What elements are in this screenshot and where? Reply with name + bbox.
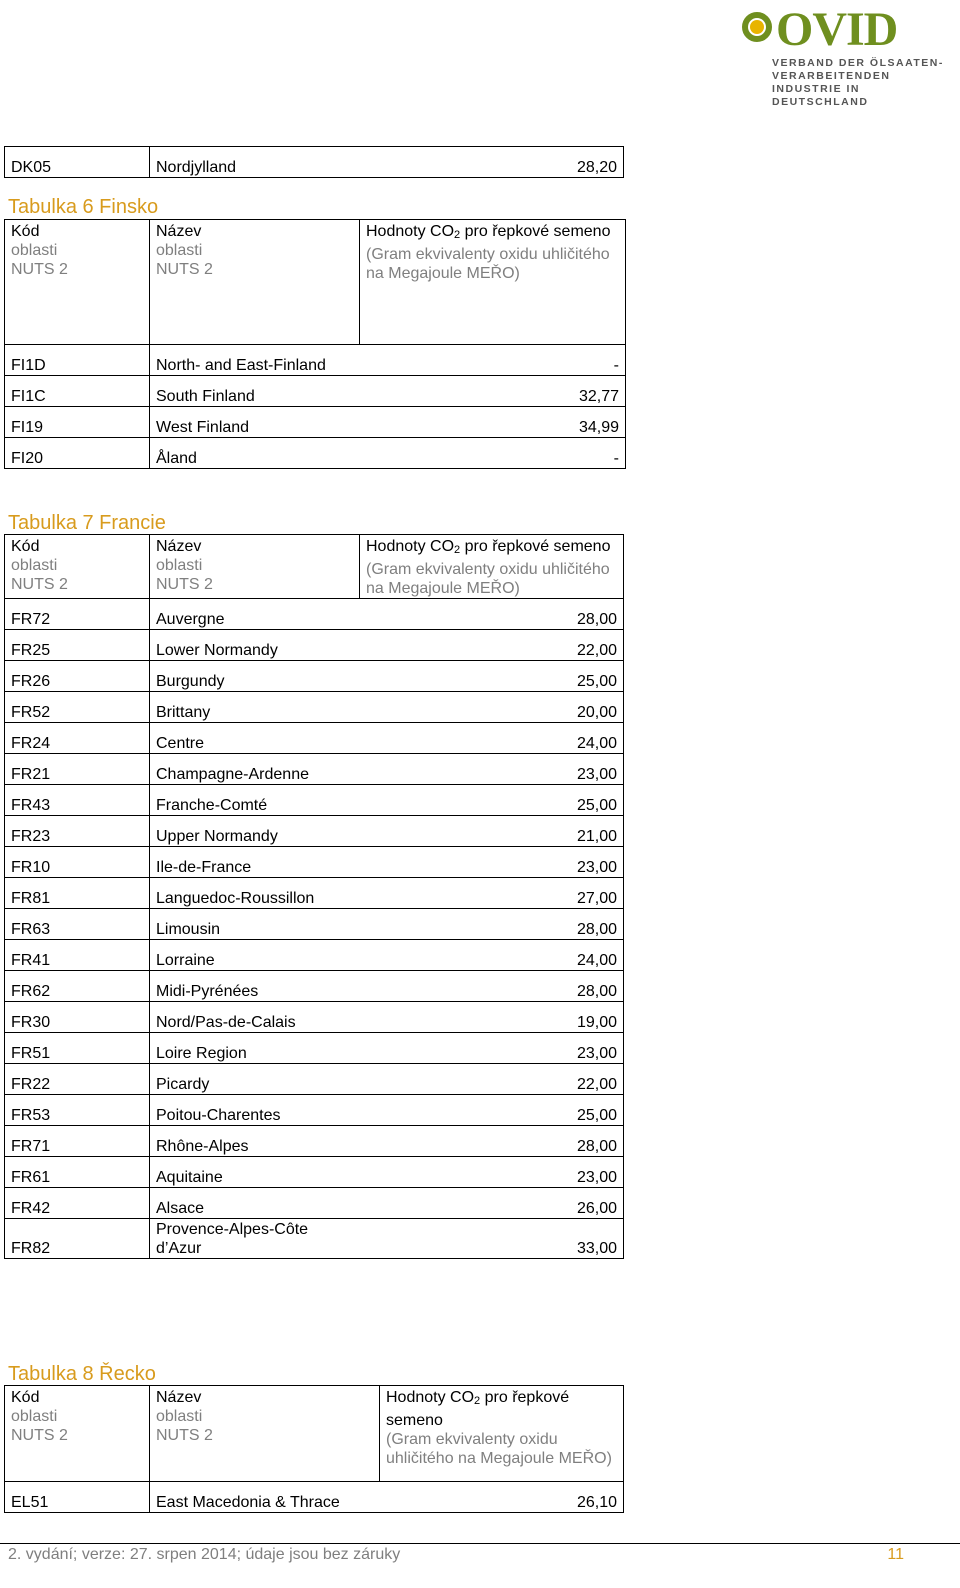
row-name: Languedoc-Roussillon <box>150 878 360 909</box>
header-value <box>360 220 626 345</box>
table-row <box>5 1219 624 1259</box>
row-code: FR23 <box>5 816 150 847</box>
row-value: 24,00 <box>360 723 624 754</box>
row-code: FR72 <box>5 599 150 630</box>
table-row <box>5 1157 624 1188</box>
footer-divider <box>0 1543 960 1544</box>
row-value: 32,77 <box>360 376 626 407</box>
row-code: FR26 <box>5 661 150 692</box>
header-code-nuts: NUTS 2 <box>11 1427 68 1444</box>
table-row <box>5 723 624 754</box>
page-number: 11 <box>887 1546 904 1563</box>
header-name <box>150 220 360 345</box>
row-code: FI1C <box>5 376 150 407</box>
table-row <box>5 754 624 785</box>
footer-edition: 2. vydání; verze: 27. srpen 2014; údaje jsou bez záruky <box>8 1546 401 1563</box>
header-code-sub: oblasti <box>11 242 58 259</box>
row-value: 23,00 <box>360 847 624 878</box>
header-code <box>5 535 150 599</box>
table-row <box>5 1002 624 1033</box>
header-code-sub: oblasti <box>11 1408 58 1425</box>
row-name: Alsace <box>150 1188 360 1219</box>
row-code: FR21 <box>5 754 150 785</box>
table-row <box>5 909 624 940</box>
table-header-row <box>5 535 624 599</box>
row-value: 25,00 <box>360 785 624 816</box>
row-code: FR52 <box>5 692 150 723</box>
row-code: FR61 <box>5 1157 150 1188</box>
row-name: South Finland <box>150 376 360 407</box>
row-name: Auvergne <box>150 599 360 630</box>
row-value: 34,99 <box>360 407 626 438</box>
table-header-row <box>5 220 626 345</box>
header-value-label: Hodnoty $CO_2$ pro řepkové semeno <box>366 223 611 241</box>
row-name: East Macedonia & Thrace <box>150 1482 380 1513</box>
header-name <box>150 535 360 599</box>
row-code: DK05 <box>5 147 150 178</box>
table-row <box>5 692 624 723</box>
row-code: FR53 <box>5 1095 150 1126</box>
header-code-nuts: NUTS 2 <box>11 261 68 278</box>
row-name: Picardy <box>150 1064 360 1095</box>
header-name-label: Název <box>156 538 202 555</box>
row-name: Åland <box>150 438 360 469</box>
row-value: - <box>360 438 626 469</box>
row-name: Aquitaine <box>150 1157 360 1188</box>
row-code: FR30 <box>5 1002 150 1033</box>
row-name: Loire Region <box>150 1033 360 1064</box>
table-row <box>5 407 626 438</box>
row-value: 26,00 <box>360 1188 624 1219</box>
row-code: FR71 <box>5 1126 150 1157</box>
table-row <box>5 847 624 878</box>
table-row <box>5 1126 624 1157</box>
row-name: Midi-Pyrénées <box>150 971 360 1002</box>
header-name <box>150 1386 380 1482</box>
table7-caption: Tabulka 7 Francie <box>8 512 166 534</box>
table-row <box>5 1095 624 1126</box>
row-value: 22,00 <box>360 630 624 661</box>
row-value: 21,00 <box>360 816 624 847</box>
row-value: 23,00 <box>360 1033 624 1064</box>
row-code: FR82 <box>5 1219 150 1259</box>
logo-seed-icon <box>750 20 764 34</box>
logo-word: OVID <box>776 3 898 56</box>
ovid-logo <box>740 2 954 108</box>
header-value-label: Hodnoty $CO_2$ pro řepkové semeno <box>386 1389 570 1429</box>
row-value: 28,00 <box>360 599 624 630</box>
row-name: Lower Normandy <box>150 630 360 661</box>
header-name-sub: oblasti <box>156 1408 203 1425</box>
header-name-label: Název <box>156 1389 202 1406</box>
row-value: 19,00 <box>360 1002 624 1033</box>
row-value: 28,00 <box>360 971 624 1002</box>
row-code: FI1D <box>5 345 150 376</box>
row-name: Brittany <box>150 692 360 723</box>
table-row <box>5 1064 624 1095</box>
header-name-nuts: NUTS 2 <box>156 261 213 278</box>
row-name: Upper Normandy <box>150 816 360 847</box>
table-row <box>5 345 626 376</box>
table-row <box>5 147 624 178</box>
row-name: Rhône-Alpes <box>150 1126 360 1157</box>
row-value: 26,10 <box>380 1482 624 1513</box>
logo-subtitle: VERBAND DER ÖLSAATEN- VERARBEITENDEN INDUSTRIE IN DEUTSCHLAND <box>772 57 944 108</box>
table-row <box>5 878 624 909</box>
row-value: 22,00 <box>360 1064 624 1095</box>
table6-caption: Tabulka 6 Finsko <box>8 196 159 218</box>
row-code: FR24 <box>5 723 150 754</box>
row-code: EL51 <box>5 1482 150 1513</box>
row-name: Franche-Comté <box>150 785 360 816</box>
row-value: 20,00 <box>360 692 624 723</box>
header-code-nuts: NUTS 2 <box>11 576 68 593</box>
table-row <box>5 438 626 469</box>
header-value <box>360 535 624 599</box>
header-code-label: Kód <box>11 223 40 240</box>
row-code: FR42 <box>5 1188 150 1219</box>
row-value: 28,20 <box>360 147 624 178</box>
row-name: Provence-Alpes-Côte d’Azur <box>150 1219 360 1259</box>
row-name: Limousin <box>150 909 360 940</box>
table-row <box>5 661 624 692</box>
table-row <box>5 1482 624 1513</box>
row-value: 28,00 <box>360 1126 624 1157</box>
row-value: - <box>360 345 626 376</box>
row-code: FR22 <box>5 1064 150 1095</box>
dk-table-fragment <box>4 146 624 178</box>
header-code-label: Kód <box>11 1389 40 1406</box>
header-code <box>5 220 150 345</box>
table-row <box>5 785 624 816</box>
row-name: Champagne-Ardenne <box>150 754 360 785</box>
header-code <box>5 1386 150 1482</box>
table-row <box>5 1033 624 1064</box>
table-row <box>5 1188 624 1219</box>
row-code: FR63 <box>5 909 150 940</box>
header-name-sub: oblasti <box>156 557 203 574</box>
table6 <box>4 219 626 469</box>
row-code: FR43 <box>5 785 150 816</box>
row-code: FR51 <box>5 1033 150 1064</box>
row-name: Burgundy <box>150 661 360 692</box>
table-header-row <box>5 1386 624 1482</box>
header-value <box>380 1386 624 1482</box>
table-row <box>5 940 624 971</box>
row-name: Lorraine <box>150 940 360 971</box>
row-value: 27,00 <box>360 878 624 909</box>
row-name: Centre <box>150 723 360 754</box>
row-value: 25,00 <box>360 1095 624 1126</box>
table-row <box>5 599 624 630</box>
row-name: North- and East-Finland <box>150 345 360 376</box>
table-row <box>5 816 624 847</box>
table8-caption: Tabulka 8 Řecko <box>8 1363 156 1385</box>
header-name-sub: oblasti <box>156 242 203 259</box>
header-name-label: Název <box>156 223 202 240</box>
header-name-nuts: NUTS 2 <box>156 576 213 593</box>
header-value-unit: (Gram ekvivalenty oxidu uhličitého na Megajoule MEŘO) <box>386 1431 612 1467</box>
row-name: Ile-de-France <box>150 847 360 878</box>
table8 <box>4 1385 624 1513</box>
row-value: 23,00 <box>360 1157 624 1188</box>
header-name-nuts: NUTS 2 <box>156 1427 213 1444</box>
row-value: 23,00 <box>360 754 624 785</box>
row-name: Nord/Pas-de-Calais <box>150 1002 360 1033</box>
header-value-unit: (Gram ekvivalenty oxidu uhličitého na Megajoule MEŘO) <box>366 246 610 282</box>
table-row <box>5 630 624 661</box>
header-code-sub: oblasti <box>11 557 58 574</box>
row-code: FI20 <box>5 438 150 469</box>
row-code: FI19 <box>5 407 150 438</box>
row-value: 33,00 <box>360 1219 624 1259</box>
row-value: 28,00 <box>360 909 624 940</box>
row-code: FR81 <box>5 878 150 909</box>
row-code: FR41 <box>5 940 150 971</box>
row-code: FR10 <box>5 847 150 878</box>
table7 <box>4 534 624 1259</box>
row-code: FR62 <box>5 971 150 1002</box>
row-name: West Finland <box>150 407 360 438</box>
row-name: Poitou-Charentes <box>150 1095 360 1126</box>
table-row <box>5 971 624 1002</box>
row-value: 25,00 <box>360 661 624 692</box>
row-name: Nordjylland <box>150 147 360 178</box>
header-value-label: Hodnoty $CO_2$ pro řepkové semeno <box>366 538 611 556</box>
row-value: 24,00 <box>360 940 624 971</box>
header-value-unit: (Gram ekvivalenty oxidu uhličitého na Megajoule MEŘO) <box>366 561 610 597</box>
header-code-label: Kód <box>11 538 40 555</box>
row-code: FR25 <box>5 630 150 661</box>
table-row <box>5 376 626 407</box>
